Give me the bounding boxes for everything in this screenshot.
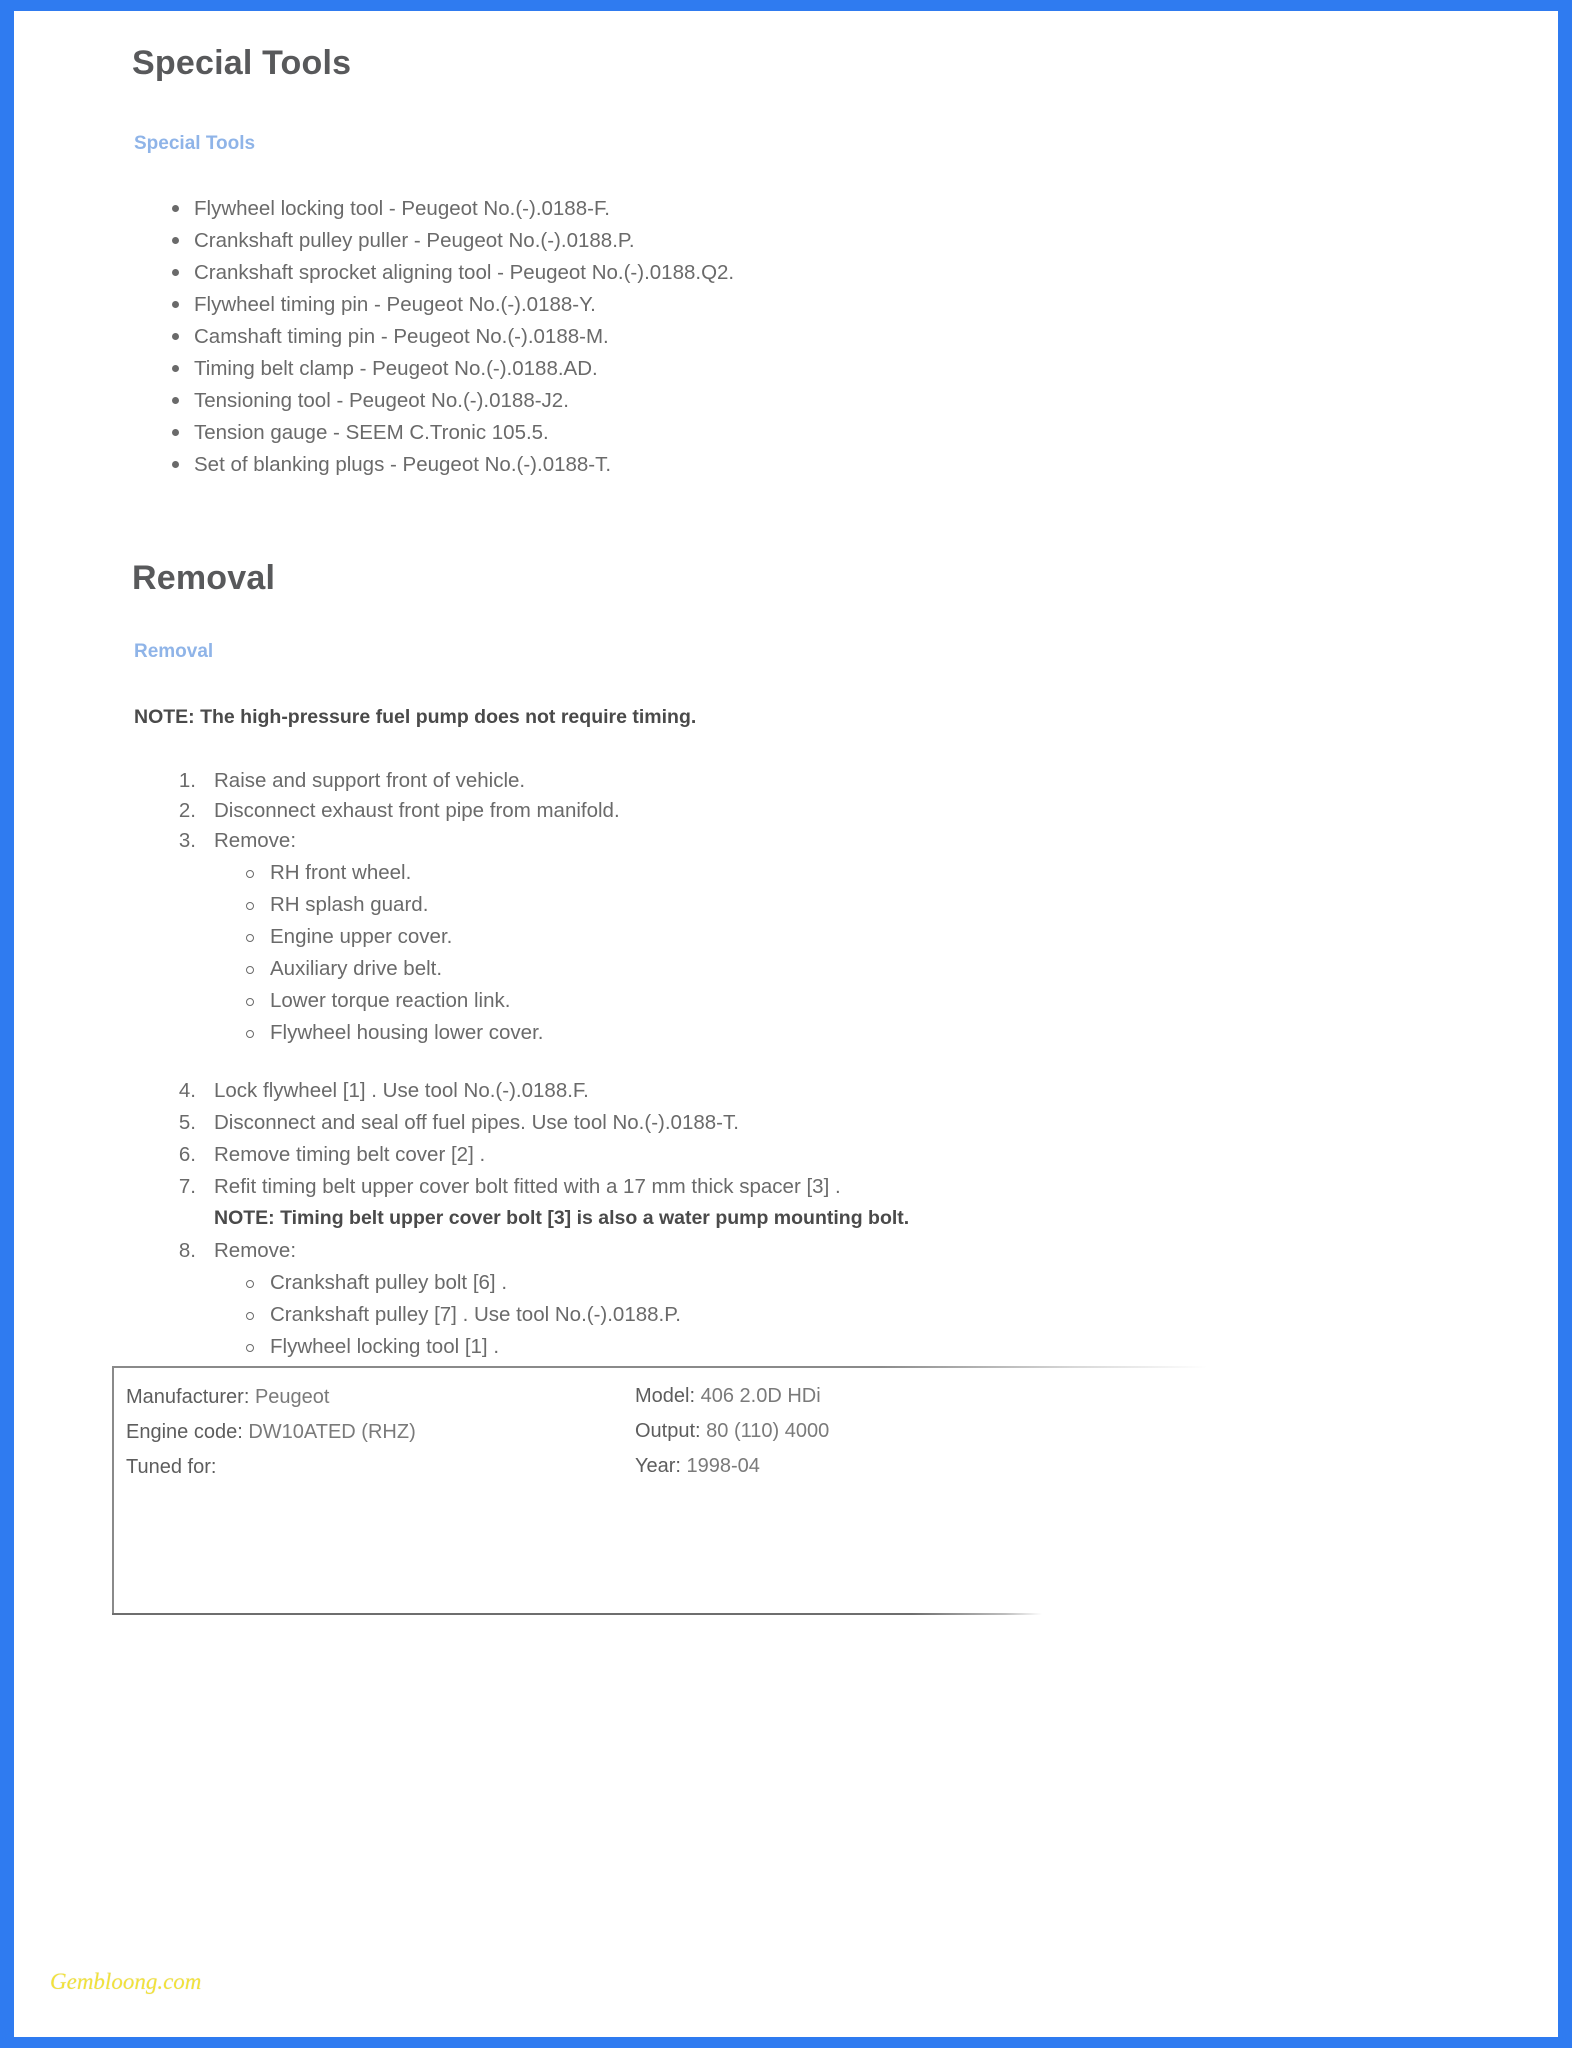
step-text: Remove timing belt cover [2] . <box>214 1143 486 1166</box>
circle-bullet-icon <box>246 1344 254 1352</box>
step-text: Disconnect exhaust front pipe from manifold. <box>214 799 620 822</box>
section-heading-removal: Removal <box>132 559 276 597</box>
watermark: Gembloong.com <box>50 1969 202 1994</box>
info-row-output <box>635 1420 829 1443</box>
circle-bullet-icon <box>246 966 254 974</box>
list-item-label: Crankshaft sprocket aligning tool - Peugeot No.(-).0188.Q2. <box>194 261 735 284</box>
step-number: 6. <box>178 1143 196 1166</box>
list-item <box>164 193 734 225</box>
step-number: 2. <box>178 799 196 822</box>
engine-code-value: DW10ATED (RHZ) <box>248 1421 416 1443</box>
sub-item-label: Engine upper cover. <box>270 925 453 948</box>
circle-bullet-icon <box>246 934 254 942</box>
info-row-tuned-for <box>126 1456 216 1479</box>
step-text: Lock flywheel [1] . Use tool No.(-).0188.F. <box>214 1079 589 1102</box>
step-number: 7. <box>178 1175 196 1198</box>
step-text: Remove: <box>214 829 297 852</box>
list-item <box>164 289 734 321</box>
tuned-for-label: Tuned for: <box>126 1456 217 1478</box>
circle-bullet-icon <box>246 1030 254 1038</box>
list-item-label: Camshaft timing pin - Peugeot No.(-).0188-M. <box>194 325 609 348</box>
list-item <box>164 449 734 481</box>
manufacturer-label: Manufacturer: <box>126 1386 255 1408</box>
list-item-label: Crankshaft pulley puller - Peugeot No.(-).0188.P. <box>194 229 635 252</box>
bullet-icon <box>172 205 179 212</box>
step-text: Raise and support front of vehicle. <box>214 769 526 792</box>
section-heading-special-tools: Special Tools <box>132 44 352 82</box>
list-item <box>164 385 734 417</box>
sub-item-label: Flywheel housing lower cover. <box>270 1021 544 1044</box>
info-row-year <box>635 1455 760 1478</box>
sub-item-label: Crankshaft pulley bolt [6] . <box>270 1271 508 1294</box>
bullet-icon <box>172 365 179 372</box>
page-content <box>14 11 1558 2037</box>
infobox-bottom-border <box>112 1613 1042 1615</box>
model-label: Model: <box>635 1385 701 1407</box>
sub-item-label: Auxiliary drive belt. <box>270 957 443 980</box>
infobox-top-border <box>112 1366 1207 1368</box>
info-row-model <box>635 1385 821 1408</box>
step-number: 8. <box>178 1239 196 1262</box>
step-note-text: NOTE: Timing belt upper cover bolt [3] is also a water pump mounting bolt. <box>214 1207 910 1229</box>
info-row-engine-code <box>126 1421 416 1444</box>
sub-item-label: RH splash guard. <box>270 893 429 916</box>
list-item <box>164 225 734 257</box>
model-value: 406 2.0D HDi <box>700 1385 821 1407</box>
list-item <box>164 257 734 289</box>
manufacturer-value: Peugeot <box>254 1386 330 1408</box>
list-item-label: Tension gauge - SEEM C.Tronic 105.5. <box>194 421 549 444</box>
step-number: 3. <box>178 829 196 852</box>
step-number: 4. <box>178 1079 196 1102</box>
circle-bullet-icon <box>246 902 254 910</box>
circle-bullet-icon <box>246 1280 254 1288</box>
engine-code-label: Engine code: <box>126 1421 249 1443</box>
year-value: 1998-04 <box>686 1455 760 1477</box>
infobox-left-border <box>112 1366 114 1615</box>
step-number: 1. <box>178 769 196 792</box>
bullet-icon <box>172 301 179 308</box>
list-item-label: Set of blanking plugs - Peugeot No.(-).0188-T. <box>194 453 612 476</box>
info-row-manufacturer <box>126 1386 329 1409</box>
output-label: Output: <box>635 1420 707 1442</box>
step-text: Refit timing belt upper cover bolt fitted with a 17 mm thick spacer [3] . <box>214 1175 841 1198</box>
bullet-icon <box>172 237 179 244</box>
circle-bullet-icon <box>246 870 254 878</box>
list-item <box>164 321 734 353</box>
list-item <box>164 417 734 449</box>
subheading-special-tools: Special Tools <box>134 133 256 154</box>
document-page <box>14 11 1558 2037</box>
step-text: Remove: <box>214 1239 297 1262</box>
list-item <box>164 353 734 385</box>
subheading-removal: Removal <box>134 641 214 662</box>
sub-item-label: Lower torque reaction link. <box>270 989 511 1012</box>
bullet-icon <box>172 429 179 436</box>
special-tools-list <box>164 193 734 481</box>
list-item-label: Tensioning tool - Peugeot No.(-).0188-J2. <box>194 389 569 412</box>
list-item-label: Flywheel locking tool - Peugeot No.(-).0188-F. <box>194 197 610 220</box>
bullet-icon <box>172 461 179 468</box>
circle-bullet-icon <box>246 998 254 1006</box>
sub-item-label: Flywheel locking tool [1] . <box>270 1335 500 1358</box>
year-label: Year: <box>635 1455 687 1477</box>
step-text: Disconnect and seal off fuel pipes. Use tool No.(-).0188-T. <box>214 1111 739 1134</box>
sub-item-label: RH front wheel. <box>270 861 412 884</box>
step-number: 5. <box>178 1111 196 1134</box>
list-item-label: Timing belt clamp - Peugeot No.(-).0188.AD. <box>194 357 598 380</box>
bullet-icon <box>172 269 179 276</box>
circle-bullet-icon <box>246 1312 254 1320</box>
sub-item-label: Crankshaft pulley [7] . Use tool No.(-).0188.P. <box>270 1303 681 1326</box>
bullet-icon <box>172 333 179 340</box>
output-value: 80 (110) 4000 <box>706 1420 830 1442</box>
list-item-label: Flywheel timing pin - Peugeot No.(-).0188-Y. <box>194 293 596 316</box>
bullet-icon <box>172 397 179 404</box>
vehicle-info-box <box>112 1366 1212 1616</box>
removal-note: NOTE: The high-pressure fuel pump does not require timing. <box>134 706 697 728</box>
